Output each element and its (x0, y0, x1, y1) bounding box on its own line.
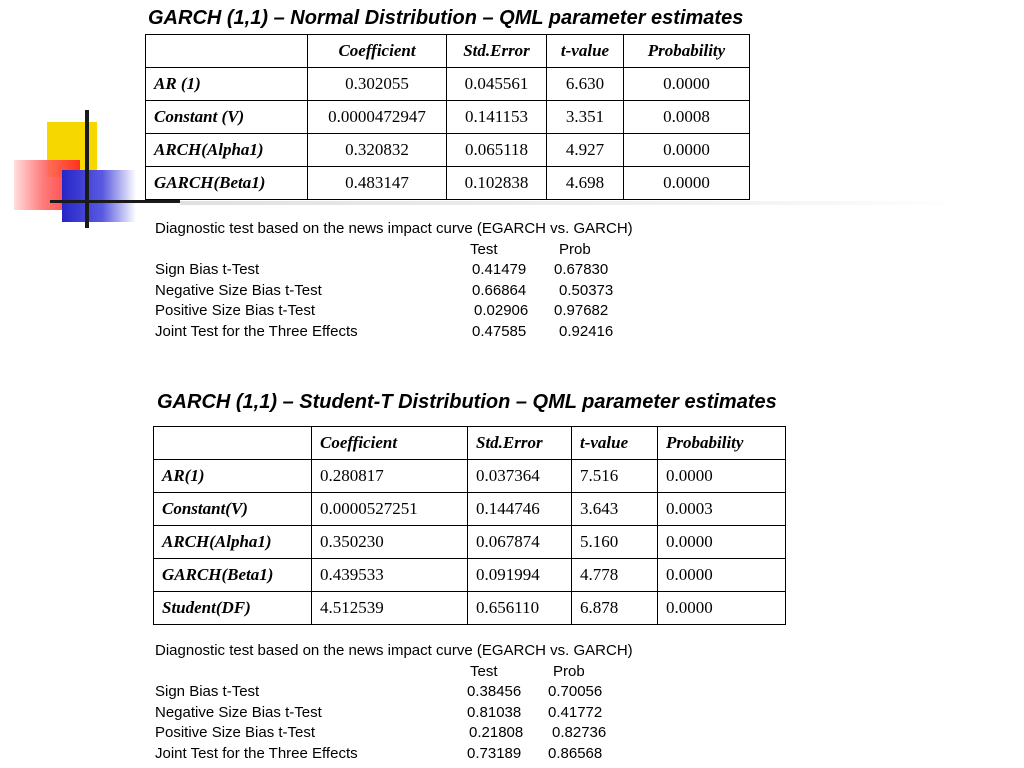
col-header-test: Test (470, 662, 498, 680)
table-cell: 3.643 (572, 493, 658, 526)
diagnostic-test-value: 0.73189 (467, 744, 522, 762)
estimates-table-student-t (153, 426, 786, 625)
row-label: ARCH(Alpha1) (146, 134, 308, 167)
table-cell: 4.778 (572, 559, 658, 592)
table-row (146, 167, 750, 200)
table-cell: 0.302055 (308, 68, 447, 101)
table-cell: 0.102838 (447, 167, 547, 200)
diagnostic-test-value: 0.21808 (469, 724, 524, 741)
table-cell: 0.483147 (308, 167, 447, 200)
table-cell: 0.0000 (624, 134, 750, 167)
table-cell: 0.065118 (447, 134, 547, 167)
logo-blue-square (62, 170, 136, 222)
table-cell: 0.0008 (624, 101, 750, 134)
diagnostic-label: Sign Bias t-Test (155, 683, 260, 700)
header-cell (154, 427, 312, 460)
section1-title: GARCH (1,1) – Normal Distribution – QML parameter estimates (148, 7, 744, 29)
table-cell: 5.160 (572, 526, 658, 559)
table-cell: 0.045561 (447, 68, 547, 101)
table-cell: 6.878 (572, 592, 658, 625)
diagnostic-prob-value: 0.67830 (554, 261, 609, 278)
table-cell: 0.037364 (468, 460, 572, 493)
table-cell: 0.091994 (468, 559, 572, 592)
table-cell: 0.320832 (308, 134, 447, 167)
table-cell: 0.439533 (312, 559, 468, 592)
diagnostic-heading: Diagnostic test based on the news impact curve (EGARCH vs. GARCH) (155, 220, 633, 237)
table-row (154, 460, 786, 493)
decorative-divider (180, 201, 970, 205)
row-label: Constant (V) (146, 101, 308, 134)
diagnostic-prob-value: 0.92416 (559, 322, 614, 340)
table-cell: 0.656110 (468, 592, 572, 625)
table-row (154, 592, 786, 625)
row-label: GARCH(Beta1) (146, 167, 308, 200)
table-cell: 0.280817 (312, 460, 468, 493)
header-cell: Std.Error (447, 35, 547, 68)
table-cell: 7.516 (572, 460, 658, 493)
header-cell: Coefficient (308, 35, 447, 68)
table-cell: 6.630 (547, 68, 624, 101)
diagnostic-label: Negative Size Bias t-Test (155, 281, 322, 299)
section2-title: GARCH (1,1) – Student-T Distribution – QML parameter estimates (157, 391, 777, 413)
diagnostic-prob-value: 0.50373 (559, 281, 614, 299)
table-cell: 4.512539 (312, 592, 468, 625)
estimates-table-normal (145, 34, 750, 200)
table-cell: 0.0000527251 (312, 493, 468, 526)
table-cell: 0.0000 (624, 167, 750, 200)
col-header-prob: Prob (553, 662, 585, 680)
diagnostic-prob-value: 0.41772 (548, 703, 603, 721)
logo-vertical-line (85, 110, 89, 228)
diagnostic-test-value: 0.02906 (474, 302, 529, 319)
table-header-row (146, 35, 750, 68)
header-cell: Std.Error (468, 427, 572, 460)
table-cell: 0.0003 (658, 493, 786, 526)
table-cell: 4.927 (547, 134, 624, 167)
table-row (154, 493, 786, 526)
table-row (154, 559, 786, 592)
diagnostic-label: Sign Bias t-Test (155, 261, 260, 278)
diagnostic-test-value: 0.47585 (472, 322, 527, 340)
header-cell: t-value (547, 35, 624, 68)
diagnostic-prob-value: 0.97682 (554, 302, 609, 319)
table-cell: 0.141153 (447, 101, 547, 134)
diagnostic-label: Negative Size Bias t-Test (155, 703, 322, 721)
table-cell: 0.350230 (312, 526, 468, 559)
diagnostic-prob-value: 0.86568 (548, 744, 603, 762)
diagnostic-prob-value: 0.70056 (548, 683, 603, 700)
table-cell: 0.0000 (658, 592, 786, 625)
table-cell: 0.0000 (624, 68, 750, 101)
header-cell: Coefficient (312, 427, 468, 460)
table-row (146, 101, 750, 134)
diagnostic-heading: Diagnostic test based on the news impact curve (EGARCH vs. GARCH) (155, 642, 633, 659)
table-row (154, 526, 786, 559)
table-row (146, 134, 750, 167)
row-label: AR (1) (146, 68, 308, 101)
table-cell: 0.0000 (658, 460, 786, 493)
diagnostic-label: Joint Test for the Three Effects (155, 744, 358, 762)
diagnostic-test-value: 0.66864 (472, 281, 527, 299)
table-header-row (154, 427, 786, 460)
header-cell: t-value (572, 427, 658, 460)
diagnostic-prob-value: 0.82736 (552, 724, 607, 741)
header-cell: Probability (658, 427, 786, 460)
diagnostic-test-value: 0.41479 (472, 261, 527, 278)
logo-horizontal-line (50, 200, 180, 203)
table-cell: 0.067874 (468, 526, 572, 559)
table-cell: 0.0000 (658, 526, 786, 559)
row-label: GARCH(Beta1) (154, 559, 312, 592)
table-cell: 0.0000 (658, 559, 786, 592)
header-cell (146, 35, 308, 68)
diagnostic-label: Positive Size Bias t-Test (155, 302, 316, 319)
row-label: AR(1) (154, 460, 312, 493)
table-cell: 0.144746 (468, 493, 572, 526)
table-cell: 4.698 (547, 167, 624, 200)
table-row (146, 68, 750, 101)
diagnostic-label: Positive Size Bias t-Test (155, 724, 316, 741)
col-header-test: Test (470, 240, 498, 258)
table-cell: 3.351 (547, 101, 624, 134)
table-cell: 0.0000472947 (308, 101, 447, 134)
diagnostic-test-value: 0.38456 (467, 683, 522, 700)
diagnostic-test-value: 0.81038 (467, 703, 522, 721)
row-label: Student(DF) (154, 592, 312, 625)
row-label: Constant(V) (154, 493, 312, 526)
header-cell: Probability (624, 35, 750, 68)
diagnostic-label: Joint Test for the Three Effects (155, 322, 358, 340)
col-header-prob: Prob (559, 240, 591, 258)
row-label: ARCH(Alpha1) (154, 526, 312, 559)
